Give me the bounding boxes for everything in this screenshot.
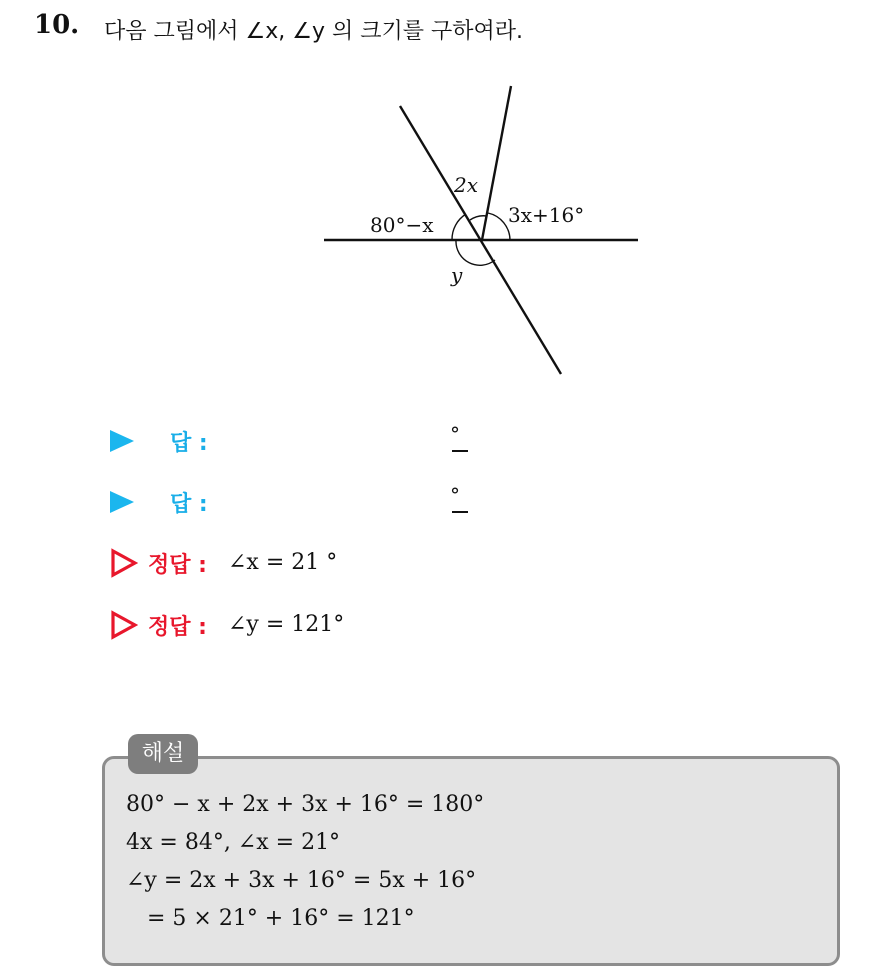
label-2x: 2x <box>454 173 479 197</box>
solution-line: 4x = 84°, ∠x = 21° <box>126 830 341 855</box>
label-left-angle: 80°−x <box>370 213 434 237</box>
arc-right <box>488 213 510 240</box>
solution-line: = 5 × 21° + 16° = 121° <box>126 906 415 931</box>
question-number: 10. <box>34 10 80 40</box>
label-right-angle: 3x+16° <box>508 203 585 227</box>
answer-arrow-icon <box>110 430 134 452</box>
correct-arrow-icon <box>110 610 138 640</box>
answer-arrow-icon <box>110 491 134 513</box>
answer-blank[interactable] <box>452 511 468 513</box>
answer-label: 답 : <box>170 492 208 517</box>
solution-box <box>102 756 840 966</box>
label-y: y <box>451 263 463 287</box>
correct-answer-label: 정답 : <box>148 615 207 640</box>
answer-degree-unit: ° <box>450 422 460 446</box>
correct-answer-value: ∠x = 21 ° <box>228 550 338 575</box>
solution-line: 80° − x + 2x + 3x + 16° = 180° <box>126 792 485 817</box>
angle-figure-svg <box>320 80 650 380</box>
correct-answer-label: 정답 : <box>148 553 207 578</box>
question-text: 다음 그림에서 ∠x, ∠y 의 크기를 구하여라. <box>104 19 523 44</box>
arc-left <box>452 214 466 240</box>
solution-tag: 해설 <box>128 734 198 774</box>
correct-arrow-icon <box>110 548 138 578</box>
angle-figure <box>320 80 650 380</box>
arc-2x <box>470 216 487 220</box>
solution-line: ∠y = 2x + 3x + 16° = 5x + 16° <box>126 868 477 893</box>
correct-answer-value: ∠y = 121° <box>228 612 345 637</box>
answer-label: 답 : <box>170 431 208 456</box>
answer-degree-unit: ° <box>450 483 460 507</box>
answer-blank[interactable] <box>452 450 468 452</box>
